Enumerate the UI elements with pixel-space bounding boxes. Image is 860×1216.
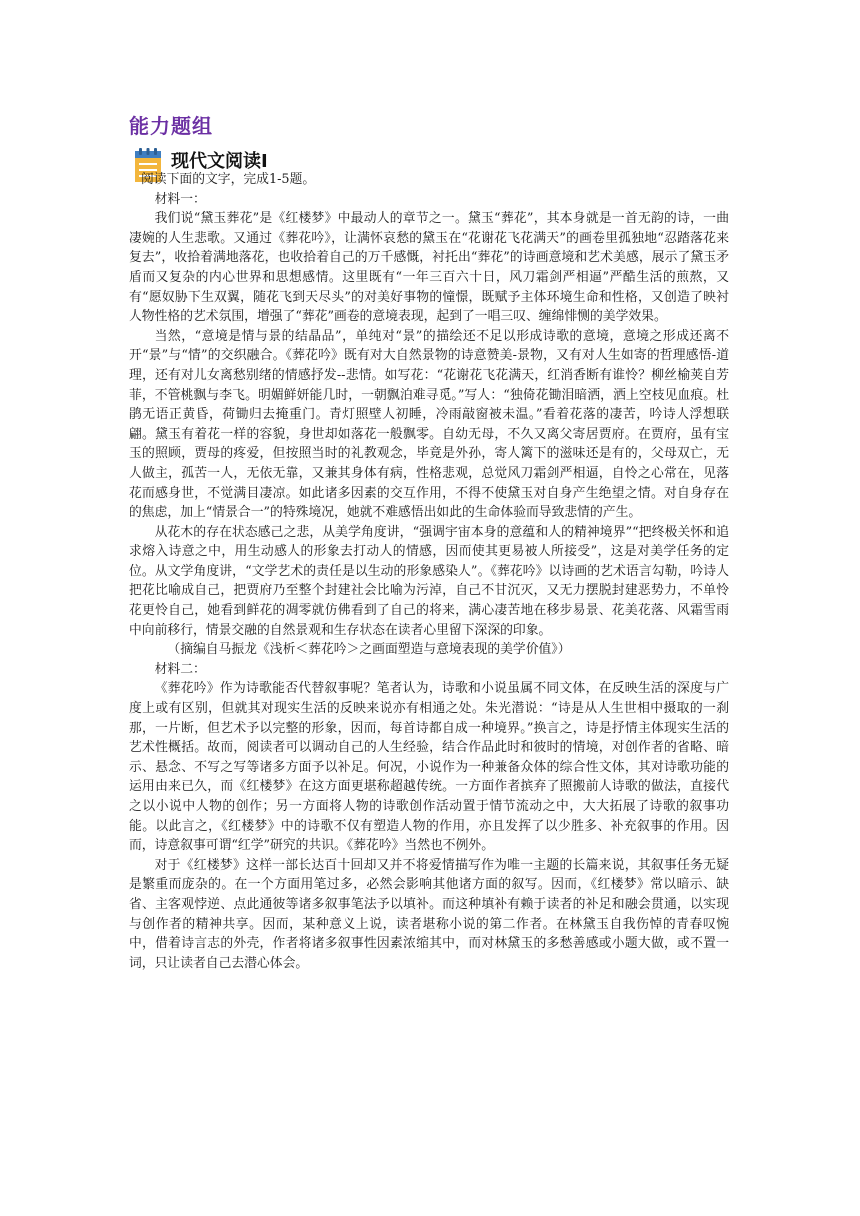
section-title: 能力题组 [129, 114, 213, 138]
article-body [129, 170, 729, 973]
material-two-paragraph: 《葬花吟》作为诗歌能否代替叙事呢？笔者认为，诗歌和小说虽属不同文体，在反映生活的深度与广度上或有区别，但就其对现实生活的反映来说亦有相通之处。朱光潜说：“诗是从人生世相中摄取的一刹那，一片断，但艺术予以完整的形象，因而，每首诗都自成一种境界。”换言之，诗是抒情主体现实生活的艺术性概括。故而，阅读者可以调动自己的人生经验，结合作品此时和彼时的情境，对创作者的省略、暗示、悬念、不写之写等诸多方面予以补足。何况，小说作为一种兼备众体的综合性文体，其对诗歌功能的运用由来已久，而《红楼梦》在这方面更堪称超越传统。一方面作者摈弃了照搬前人诗歌的做法，直接代之以小说中人物的创作；另一方面将人物的诗歌创作活动置于情节流动之中，大大拓展了诗歌的叙事功能。以此言之，《红楼梦》中的诗歌不仅有塑造人物的作用，亦且发挥了以少胜多、补充叙事的作用。因而，诗意叙事可谓“红学”研究的共识。《葬花吟》当然也不例外。 [129, 681, 729, 854]
instruction-text: 阅读下面的文字，完成1-5题。 [141, 172, 316, 187]
material-two-paragraph: 对于《红楼梦》这样一部长达百十回却又并不将爱情描写作为唯一主题的长篇来说，其叙事任务无疑是繁重而庞杂的。在一个方面用笔过多，必然会影响其他诸方面的叙写。因而，《红楼梦》常以暗示、缺省、主客观悖逆、点此通彼等诸多叙事笔法予以填补。而这种填补有赖于读者的补足和融会贯通，以实现与创作者的精神共享。因而，某种意义上说，读者堪称小说的第二作者。在林黛玉自我伤悼的青春叹惋中，借着诗言志的外壳，作者将诸多叙事性因素浓缩其中，而对林黛玉的多愁善感或小题大做，或不置一词，只让读者自己去潜心体会。 [129, 857, 729, 971]
material-one-paragraph: 从花木的存在状态感己之悲，从美学角度讲，“强调宇宙本身的意蕴和人的精神境界”“把终极关怀和追求熔入诗意之中，用生动感人的形象去打动人的情感，因而使其更易被人所接受”，这是对美学任务的定位。从文学角度讲，“文学艺术的责任是以生动的形象感染人”。《葬花吟》以诗画的艺术语言勾勒，吟诗人把花比喻成自己，把贾府乃至整个封建社会比喻为污淖，自己不甘沉灭，又无力摆脱封建恶势力，不单怜花更怜自己，她看到鲜花的凋零就仿佛看到了自己的将来，满心凄苦地在移步易景、花美花落、风霜雪雨中向前移行，情景交融的自然景观和生存状态在读者心里留下深深的印象。 [129, 524, 729, 638]
material-one-paragraph: 我们说“黛玉葬花”是《红楼梦》中最动人的章节之一。黛玉“葬花”，其本身就是一首无韵的诗，一曲凄婉的人生悲歌。又通过《葬花吟》，让满怀哀愁的黛玉在“花谢花飞花满天”的画卷里孤独地“忍踏落花来复去”，收拾着满地落花，也收拾着自己的万千感慨，衬托出“葬花”的诗画意境和艺术美感，展示了黛玉矛盾而又复杂的内心世界和思想感情。这里既有“一年三百六十日，风刀霜剑严相逼”严酷生活的煎熬，又有“愿奴胁下生双翼，随花飞到天尽头”的对美好事物的憧憬，既赋予主体环境生命和性格，又创造了映衬人物性格的艺术氛围，增强了“葬花”画卷的意境表现，起到了一唱三叹、缠绵悱恻的美学效果。 [129, 211, 729, 325]
source-citation: （摘编自马振龙《浅析＜葬花吟＞之画面塑造与意境表现的美学价值》） [167, 642, 571, 658]
material-one-label: 材料一： [154, 191, 206, 207]
reading-heading: 现代文阅读Ⅰ [171, 151, 268, 172]
material-two-label: 材料二： [154, 661, 206, 677]
material-one-paragraph: 当然，“意境是情与景的结晶品”，单纯对“景”的描绘还不足以形成诗歌的意境，意境之形成还离不开“景”与“情”的交织融合。《葬花吟》既有对大自然景物的诗意赞美-景物，又有对人生如寄的哲理感悟-道理，还有对儿女离愁别绪的情感抒发--悲情。如写花：“花谢花飞花满天，红消香断有谁怜？柳丝榆荚自芳菲，不管桃飘与李飞。明媚鲜妍能几时，一朝飘泊难寻觅。”写人：“独倚花锄泪暗洒，洒上空枝见血痕。杜鹃无语正黄昏，荷锄归去掩重门。青灯照壁人初睡，冷雨敲窗被未温。”看着花落的凄苦，吟诗人浮想联翩。黛玉有着花一样的容貌，身世却如落花一般飘零。自幼无母，不久又离父寄居贾府。在贾府，虽有宝玉的照顾，贾母的疼爱，但按照当时的礼教观念，毕竟是外孙，寄人篱下的滋味还是有的，父母双亡，无人做主，孤苦一人，无依无靠，又兼其身体有病，性格悲观，总觉风刀霜剑严相逼，自怜之心常在，见落花而感身世，不觉满目凄凉。如此诸多因素的交互作用，不得不使黛玉对自身产生绝望之情。对自身存在的焦虑，加上“情景合一”的特殊境况，她就不难感悟出如此的生命体验而导致悲情的产生。 [129, 328, 729, 521]
